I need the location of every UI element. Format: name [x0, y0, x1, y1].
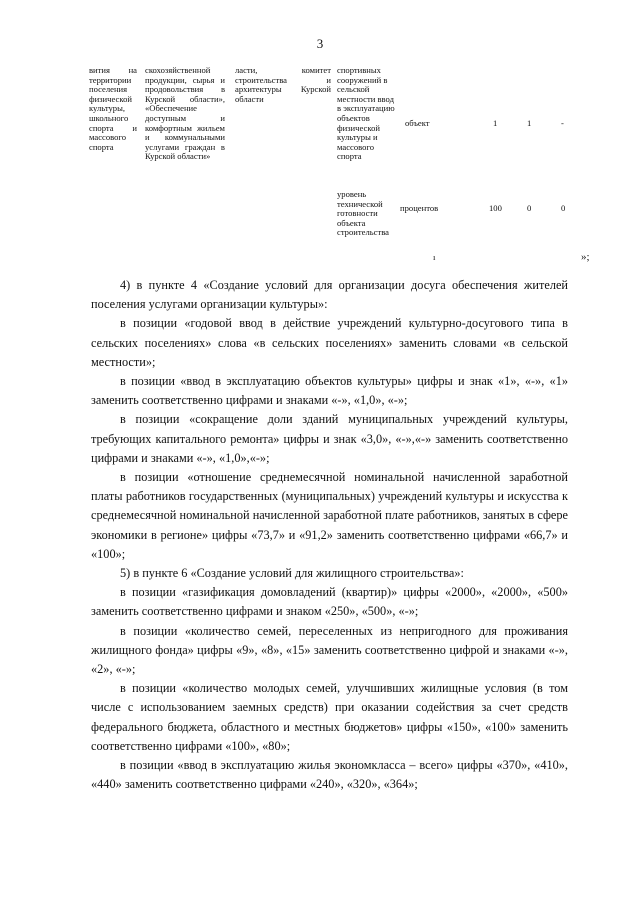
paragraph: в позиции «отношение среднемесячной номинальной начисленной заработной платы работников государственных (муниципальных) учреждений культуры и искусства к среднемесячной номинальной начисленной заработной плате работников, занятых в сфере экономики в регионе» цифры «73,7» и «91,2» заменить соответственно цифрами «66,7» и «100»;: [91, 470, 568, 561]
row-a-unit: объект: [405, 118, 430, 128]
paragraph: 5) в пункте 6 «Создание условий для жилищного строительства»:: [120, 566, 464, 581]
row-b-value-2: 0: [527, 203, 532, 213]
paragraph: в позиции «количество семей, переселенных из непригодного для проживания жилищного фонда» цифры «9», «8», «15» заменить соответственно цифрой и знаками «-», «2», «-»;: [91, 623, 568, 677]
row-b-value-3: 0: [561, 203, 566, 213]
paragraph: в позиции «газификация домовладений (квартир)» цифры «2000», «2000», «500» заменить соответственно цифрами и знаком «250», «500», «-»;: [91, 585, 568, 619]
indicator-a: спортивных сооружений в сельской местности ввод в эксплуатацию объектов физической культуры и массового спорта: [337, 65, 395, 162]
paragraph: в позиции «количество молодых семей, улучшивших жилищные условия (в том числе с использованием заемных средств) при оказании содействия за счет средств федерального бюджета, областного и местных бюджетов» цифры «150», «100» заменить соответственно цифрами «100», «80»;: [91, 681, 568, 753]
paragraph: в позиции «ввод в эксплуатацию объектов культуры» цифры и знак «1», «-», «1» заменить соответственно цифрами и знаками «-», «1,0», «-»;: [91, 374, 568, 408]
row-a-value-3: -: [561, 118, 564, 128]
paragraph: в позиции «годовой ввод в действие учреждений культурно-досугового типа в сельских поселениях» слова «в сельских поселениях» заменить словами «в сельской местности»;: [91, 316, 568, 369]
row-a-value-1: 1: [493, 118, 498, 128]
table-cell-purpose: вития на территории поселения физической культуры, школьного спорта и массового спорта: [89, 65, 137, 152]
row-b-value-1: 100: [489, 203, 502, 213]
stray-mark: ı: [433, 252, 436, 262]
table-closing-quote: »;: [581, 251, 590, 263]
table-cell-executor: ласти, комитет строительства и архитектуры Курской области: [235, 65, 331, 104]
row-b-unit: процентов: [400, 203, 439, 213]
document-body: [91, 276, 568, 794]
row-a-value-2: 1: [527, 118, 532, 128]
table-cell-programs: скохозяйственной продукции, сырья и продовольствия в Курской области», «Обеспечение доступным и комфортным жильем и коммунальными услугами граждан в Курской области»: [145, 65, 225, 162]
program-table: [89, 62, 619, 262]
paragraph: 4) в пункте 4 «Создание условий для организации досуга обеспечения жителей поселения услугами организации культуры»:: [91, 278, 568, 312]
page-number: 3: [316, 36, 324, 51]
indicator-b: уровень технической готовности объекта строительства: [337, 189, 389, 238]
paragraph: в позиции «ввод в эксплуатацию жилья экономкласса – всего» цифры «370», «410», «440» заменить соответственно цифрами «240», «320», «364»;: [91, 758, 568, 792]
table-cell-indicators: [337, 65, 399, 238]
paragraph: в позиции «сокращение доли зданий муниципальных учреждений культуры, требующих капитального ремонта» цифры и знак «3,0», «-»,«-» заменить соответственно цифрами и знаками «-», «1,0»,«-»;: [91, 412, 568, 465]
